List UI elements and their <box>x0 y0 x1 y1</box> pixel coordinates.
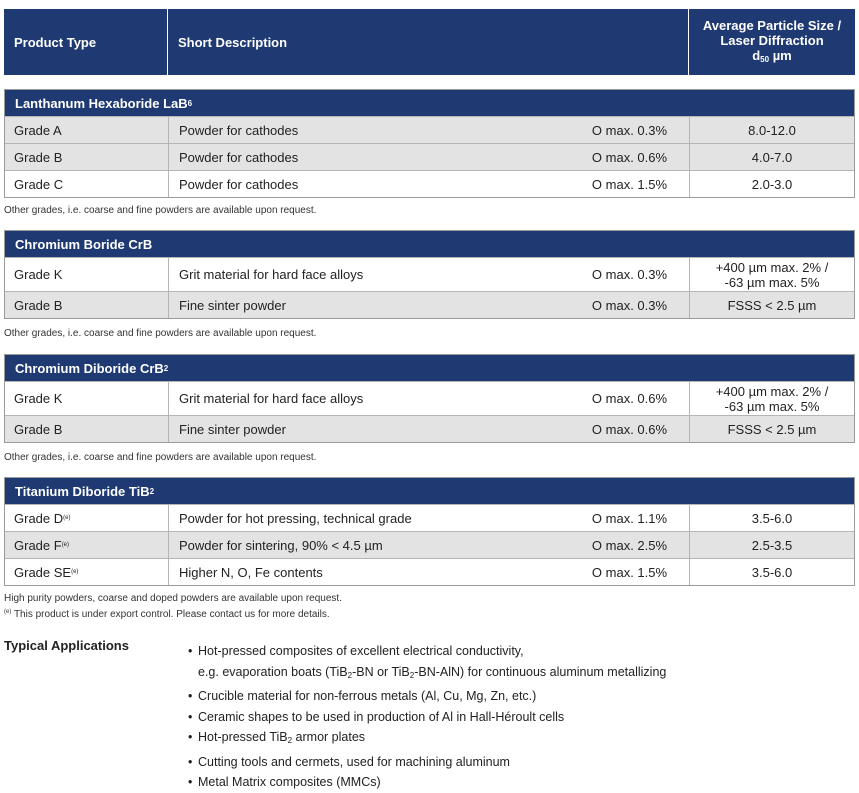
table-row <box>5 381 854 415</box>
oxygen-cell: O max. 0.6% <box>570 144 690 170</box>
size-cell: 8.0-12.0 <box>748 122 796 138</box>
section-chromium-boride <box>4 230 855 319</box>
oxygen-cell: O max. 2.5% <box>570 532 690 558</box>
section-title: Lanthanum Hexaboride LaB 6 <box>5 90 854 116</box>
size-cell: 4.0-7.0 <box>751 149 793 165</box>
export-control-note: $^{(e)}$ This product is under export control. Please contact us for more details. <box>4 609 330 620</box>
table-row <box>5 504 854 531</box>
oxygen-cell: O max. 0.3% <box>570 117 690 143</box>
table-header <box>4 9 855 75</box>
oxygen-cell: O max. 0.6% <box>570 382 690 415</box>
size-cell: 2.5-3.5 <box>751 537 793 553</box>
size-cell: 2.0-3.0 <box>751 176 793 192</box>
oxygen-cell: O max. 1.1% <box>570 505 690 531</box>
list-item: • Cutting tools and cermets, used for machining aluminum <box>188 754 510 769</box>
size-cell: FSSS < 2.5 µm <box>727 297 817 313</box>
section-title: Chromium Boride CrB <box>5 231 854 257</box>
description-cell: Powder for cathodes <box>179 176 299 192</box>
description-cell: Powder for cathodes <box>179 149 299 165</box>
grade-cell: Grade B <box>5 144 169 170</box>
section-note: Other grades, i.e. coarse and fine powders are available upon request. <box>4 328 317 339</box>
section-lanthanum-hexaboride <box>4 89 855 198</box>
column-header-short-description: Short Description <box>168 9 689 75</box>
section-note: Other grades, i.e. coarse and fine powders are available upon request. <box>4 205 317 216</box>
section-titanium-diboride <box>4 477 855 586</box>
particle-size-unit: $d_{50}$ µm <box>752 47 792 64</box>
grade-cell: Grade C <box>5 171 169 197</box>
table-row <box>5 170 854 197</box>
size-cell: +400 µm max. 2% / -63 µm max. 5% <box>715 383 829 414</box>
grade-cell: Grade K <box>5 258 169 291</box>
section-note: High purity powders, coarse and doped powders are available upon request. <box>4 593 342 604</box>
size-cell: 3.5-6.0 <box>751 564 793 580</box>
description-cell: Powder for sintering, 90% < 4.5 µm <box>179 537 383 553</box>
particle-size-label-line1: Average Particle Size / <box>702 17 842 33</box>
grade-cell: Grade D (e) <box>5 505 169 531</box>
table-row <box>5 415 854 442</box>
grade-cell: Grade F (e) <box>5 532 169 558</box>
oxygen-cell: O max. 1.5% <box>570 171 690 197</box>
applications-list <box>186 641 846 793</box>
oxygen-cell: O max. 0.3% <box>570 258 690 291</box>
section-chromium-diboride <box>4 354 855 443</box>
oxygen-cell: O max. 1.5% <box>570 559 690 585</box>
description-cell: Grit material for hard face alloys <box>179 391 364 406</box>
grade-cell: Grade K <box>5 382 169 415</box>
description-cell: Fine sinter powder <box>179 421 286 437</box>
size-cell: +400 µm max. 2% / -63 µm max. 5% <box>715 259 829 290</box>
table-row <box>5 143 854 170</box>
list-item: • Hot-pressed TiB$_2$ armor plates <box>188 730 366 745</box>
section-title: Titanium Diboride TiB 2 <box>5 478 854 504</box>
list-item: • Metal Matrix composites (MMCs) <box>188 775 381 789</box>
section-note: Other grades, i.e. coarse and fine powders are available upon request. <box>4 452 317 463</box>
description-cell: Fine sinter powder <box>179 297 286 313</box>
table-row <box>5 531 854 558</box>
grade-cell: Grade B <box>5 416 169 442</box>
table-row <box>5 558 854 585</box>
table-row <box>5 291 854 318</box>
list-item: • Ceramic shapes to be used in production of Al in Hall-Héroult cells <box>188 709 565 724</box>
column-header-particle-size <box>689 9 855 75</box>
description-cell: Powder for cathodes <box>179 122 299 138</box>
list-item: • Hot-pressed composites of excellent electrical conductivity, e.g. evaporation boats (TiB$_2$-BN or TiB$_2$-BN-AlN) for continuous aluminum metallizing <box>188 644 667 680</box>
oxygen-cell: O max. 0.6% <box>570 416 690 442</box>
column-header-product-type: Product Type <box>4 9 168 75</box>
list-item: • Crucible material for non-ferrous metals (Al, Cu, Mg, Zn, etc.) <box>188 689 537 703</box>
grade-cell: Grade B <box>5 292 169 318</box>
size-cell: 3.5-6.0 <box>751 510 793 526</box>
description-cell: Grit material for hard face alloys <box>179 267 364 282</box>
size-cell: FSSS < 2.5 µm <box>727 421 817 437</box>
table-row <box>5 116 854 143</box>
particle-size-label-line2: Laser Diffraction <box>720 32 824 48</box>
description-cell: Higher N, O, Fe contents <box>179 564 323 580</box>
description-cell: Powder for hot pressing, technical grade <box>179 510 412 526</box>
oxygen-cell: O max. 0.3% <box>570 292 690 318</box>
grade-cell: Grade SE (e) <box>5 559 169 585</box>
grade-cell: Grade A <box>5 117 169 143</box>
table-row <box>5 257 854 291</box>
section-title: Chromium Diboride CrB 2 <box>5 355 854 381</box>
typical-applications-heading: Typical Applications <box>4 638 129 653</box>
